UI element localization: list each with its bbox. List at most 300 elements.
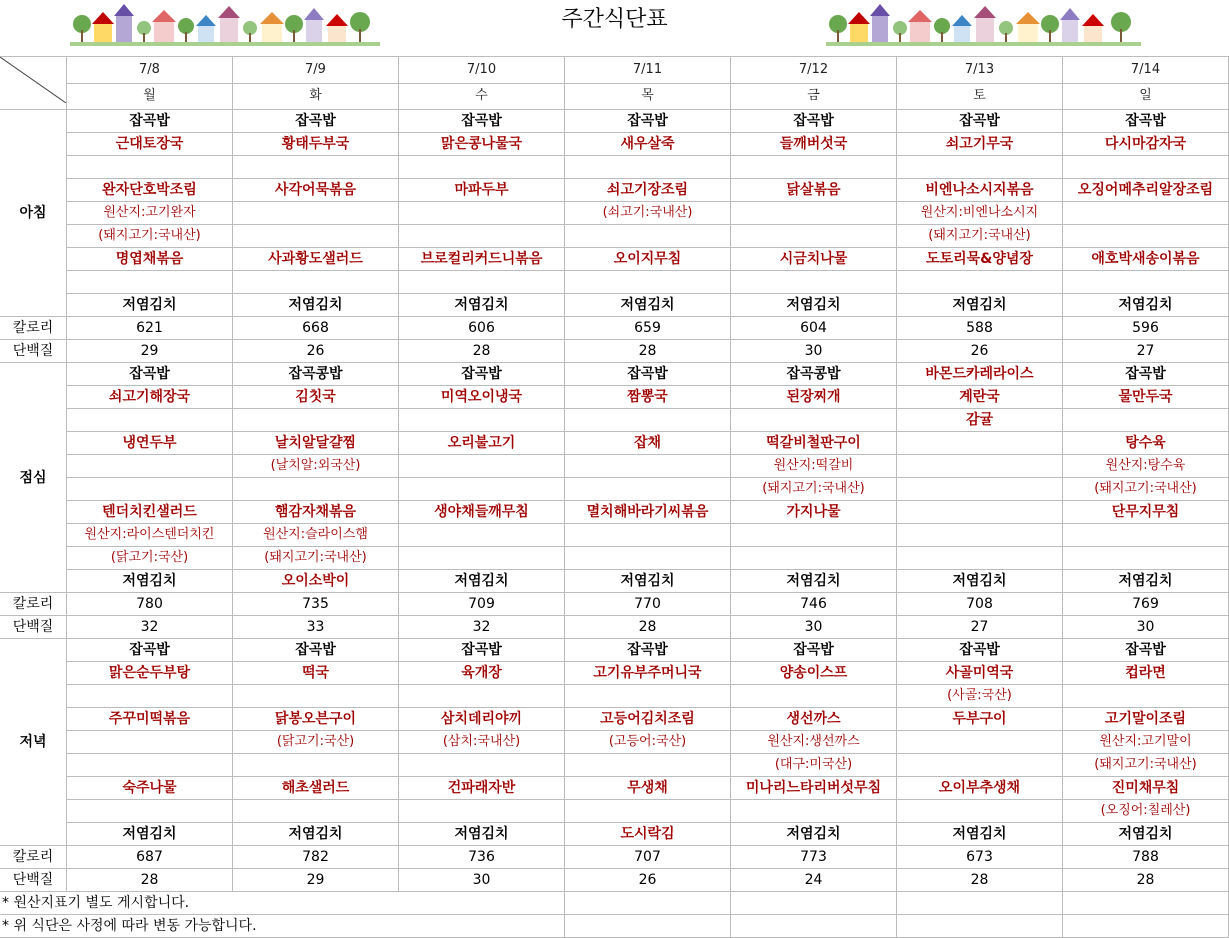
menu-item [1063, 271, 1229, 294]
menu-item [67, 409, 233, 432]
menu-item [399, 202, 565, 225]
protein-value: 26 [233, 340, 399, 363]
menu-item: (쇠고기:국내산) [565, 202, 731, 225]
menu-item [399, 754, 565, 777]
page-title: 주간식단표 [561, 7, 668, 32]
menu-item: 잡곡밥 [1063, 363, 1229, 386]
menu-item: 원산지:슬라이스햄 [233, 524, 399, 547]
menu-item: (돼지고기:국내산) [897, 225, 1063, 248]
menu-item [897, 478, 1063, 501]
menu-item: 잡곡밥 [67, 363, 233, 386]
menu-item: 된장찌개 [731, 386, 897, 409]
menu-item: 생선까스 [731, 708, 897, 731]
menu-item [897, 501, 1063, 524]
calories-value: 707 [565, 846, 731, 869]
menu-item [399, 225, 565, 248]
menu-item: 쇠고기해장국 [67, 386, 233, 409]
menu-item [565, 271, 731, 294]
menu-item [399, 800, 565, 823]
menu-item [399, 455, 565, 478]
menu-item [897, 156, 1063, 179]
day-date: 7/9 [233, 57, 399, 84]
table-row [0, 823, 1229, 846]
menu-item: 육개장 [399, 662, 565, 685]
menu-item: 명엽채볶음 [67, 248, 233, 271]
menu-item: 닭봉오븐구이 [233, 708, 399, 731]
menu-item: 시금치나물 [731, 248, 897, 271]
menu-item [897, 432, 1063, 455]
menu-item [731, 524, 897, 547]
protein-label: 단백질 [0, 340, 67, 363]
menu-item [399, 409, 565, 432]
table-row [0, 110, 1229, 133]
calories-value: 736 [399, 846, 565, 869]
diagonal-line-icon [0, 57, 66, 103]
menu-item [897, 754, 1063, 777]
menu-item [565, 455, 731, 478]
protein-value: 32 [399, 616, 565, 639]
menu-item: 애호박새송이볶음 [1063, 248, 1229, 271]
table-row [0, 248, 1229, 271]
meal-label: 점심 [0, 363, 67, 593]
calories-value: 687 [67, 846, 233, 869]
protein-value: 28 [565, 340, 731, 363]
calories-value: 735 [233, 593, 399, 616]
protein-value: 28 [565, 616, 731, 639]
menu-item: 저염김치 [233, 294, 399, 317]
menu-item: 비엔나소시지볶음 [897, 179, 1063, 202]
menu-item: 냉연두부 [67, 432, 233, 455]
calories-value: 659 [565, 317, 731, 340]
menu-item: (돼지고기:국내산) [731, 478, 897, 501]
table-row [0, 524, 1229, 547]
table-row [0, 547, 1229, 570]
menu-item: 잡곡밥 [67, 110, 233, 133]
menu-item [1063, 202, 1229, 225]
menu-item: 고기유부주머니국 [565, 662, 731, 685]
menu-item: 텐더치킨샐러드 [67, 501, 233, 524]
menu-item: 잡곡밥 [1063, 110, 1229, 133]
menu-item: 사골미역국 [897, 662, 1063, 685]
menu-item: 잡곡밥 [399, 363, 565, 386]
menu-item [565, 800, 731, 823]
menu-item: 원산지:탕수육 [1063, 455, 1229, 478]
menu-item: 잡곡콩밥 [233, 363, 399, 386]
menu-item [565, 478, 731, 501]
table-row [0, 731, 1229, 754]
menu-item: 오리불고기 [399, 432, 565, 455]
menu-item: 쇠고기장조림 [565, 179, 731, 202]
menu-item: 저염김치 [565, 294, 731, 317]
protein-value: 30 [731, 616, 897, 639]
menu-item: 저염김치 [233, 823, 399, 846]
table-row [0, 455, 1229, 478]
village-illustration-right [826, 2, 1141, 48]
table-row [0, 754, 1229, 777]
table-row [0, 777, 1229, 800]
table-row [0, 432, 1229, 455]
day-name: 금 [731, 83, 897, 110]
menu-item: 닭살볶음 [731, 179, 897, 202]
menu-item: 원산지:라이스텐더치킨 [67, 524, 233, 547]
protein-value: 28 [897, 869, 1063, 892]
menu-item [67, 455, 233, 478]
footnote: * 위 식단은 사정에 따라 변동 가능합니다. [0, 915, 565, 938]
menu-item [233, 271, 399, 294]
day-date: 7/14 [1063, 57, 1229, 84]
day-name: 목 [565, 83, 731, 110]
calories-value: 604 [731, 317, 897, 340]
table-row [0, 363, 1229, 386]
menu-item: 저염김치 [67, 294, 233, 317]
protein-value: 28 [399, 340, 565, 363]
menu-item [1063, 409, 1229, 432]
menu-item: (돼지고기:국내산) [67, 225, 233, 248]
day-name: 일 [1063, 83, 1229, 110]
menu-item: 잡곡밥 [233, 639, 399, 662]
menu-item: 컵라면 [1063, 662, 1229, 685]
calories-value: 788 [1063, 846, 1229, 869]
menu-item: (날치알:외국산) [233, 455, 399, 478]
calories-value: 780 [67, 593, 233, 616]
menu-item: 진미채무침 [1063, 777, 1229, 800]
menu-item: 짬뽕국 [565, 386, 731, 409]
menu-item: 쇠고기무국 [897, 133, 1063, 156]
protein-value: 30 [1063, 616, 1229, 639]
table-row [0, 685, 1229, 708]
menu-item [731, 800, 897, 823]
menu-item: 미나리느타리버섯무침 [731, 777, 897, 800]
menu-item [565, 685, 731, 708]
calories-label: 칼로리 [0, 846, 67, 869]
table-row [0, 179, 1229, 202]
menu-item: 계란국 [897, 386, 1063, 409]
protein-value: 27 [1063, 340, 1229, 363]
menu-item: 도토리묵&양념장 [897, 248, 1063, 271]
day-date: 7/11 [565, 57, 731, 84]
menu-item: 잡곡밥 [1063, 639, 1229, 662]
empty-cell [897, 915, 1063, 938]
empty-cell [1063, 915, 1229, 938]
menu-item [731, 271, 897, 294]
menu-item [233, 225, 399, 248]
calories-label: 칼로리 [0, 593, 67, 616]
menu-item: 저염김치 [897, 570, 1063, 593]
menu-item: 잡곡밥 [233, 110, 399, 133]
menu-item: 원산지:생선까스 [731, 731, 897, 754]
menu-item: 잡곡밥 [897, 639, 1063, 662]
menu-item: 숙주나물 [67, 777, 233, 800]
menu-item [1063, 156, 1229, 179]
menu-item: 잡곡밥 [565, 639, 731, 662]
menu-item: (대구:미국산) [731, 754, 897, 777]
menu-item: 저염김치 [897, 294, 1063, 317]
menu-item: 브로컬리커드니볶음 [399, 248, 565, 271]
calories-value: 588 [897, 317, 1063, 340]
protein-value: 24 [731, 869, 897, 892]
meal-label: 아침 [0, 110, 67, 317]
menu-item [731, 685, 897, 708]
protein-value: 29 [67, 340, 233, 363]
menu-item [1063, 685, 1229, 708]
menu-item [565, 409, 731, 432]
menu-item [897, 547, 1063, 570]
day-date: 7/13 [897, 57, 1063, 84]
menu-item: (삼치:국내산) [399, 731, 565, 754]
menu-item [1063, 225, 1229, 248]
menu-item [67, 156, 233, 179]
table-row [0, 616, 1229, 639]
menu-item: 저염김치 [1063, 823, 1229, 846]
menu-item: 저염김치 [67, 823, 233, 846]
menu-item: 들깨버섯국 [731, 133, 897, 156]
menu-item [67, 271, 233, 294]
table-row [0, 271, 1229, 294]
protein-value: 30 [731, 340, 897, 363]
menu-item: 저염김치 [67, 570, 233, 593]
calories-value: 708 [897, 593, 1063, 616]
menu-item [897, 800, 1063, 823]
menu-item [67, 685, 233, 708]
menu-item: 잡채 [565, 432, 731, 455]
menu-item: 마파두부 [399, 179, 565, 202]
menu-item [233, 478, 399, 501]
menu-item: 감귤 [897, 409, 1063, 432]
menu-item [565, 156, 731, 179]
menu-item: (사골:국산) [897, 685, 1063, 708]
table-row [0, 317, 1229, 340]
menu-item: 고기말이조림 [1063, 708, 1229, 731]
empty-cell [731, 892, 897, 915]
menu-item [897, 731, 1063, 754]
table-row [0, 294, 1229, 317]
calories-value: 782 [233, 846, 399, 869]
calories-value: 773 [731, 846, 897, 869]
menu-item: 두부구이 [897, 708, 1063, 731]
menu-item [731, 202, 897, 225]
menu-item: 저염김치 [897, 823, 1063, 846]
menu-item: 생야채들깨무침 [399, 501, 565, 524]
table-row [0, 915, 1229, 938]
table-row [0, 409, 1229, 432]
protein-label: 단백질 [0, 869, 67, 892]
calories-value: 596 [1063, 317, 1229, 340]
menu-item: 고등어김치조림 [565, 708, 731, 731]
table-row [0, 156, 1229, 179]
menu-item: 맑은콩나물국 [399, 133, 565, 156]
day-date: 7/12 [731, 57, 897, 84]
menu-item: 삼치데리야끼 [399, 708, 565, 731]
empty-cell [565, 892, 731, 915]
menu-item: 다시마감자국 [1063, 133, 1229, 156]
protein-value: 27 [897, 616, 1063, 639]
protein-value: 30 [399, 869, 565, 892]
calories-value: 769 [1063, 593, 1229, 616]
menu-item: (돼지고기:국내산) [1063, 754, 1229, 777]
menu-item [399, 478, 565, 501]
menu-item: 양송이스프 [731, 662, 897, 685]
menu-item: 저염김치 [1063, 294, 1229, 317]
menu-item: 떡국 [233, 662, 399, 685]
menu-item: 저염김치 [399, 823, 565, 846]
menu-item: 미역오이냉국 [399, 386, 565, 409]
menu-item: 저염김치 [399, 294, 565, 317]
day-name: 월 [67, 83, 233, 110]
menu-item: 잡곡밥 [731, 639, 897, 662]
menu-item [565, 547, 731, 570]
menu-item [1063, 524, 1229, 547]
menu-item [233, 409, 399, 432]
menu-item: 날치알달걀찜 [233, 432, 399, 455]
menu-item [1063, 547, 1229, 570]
day-name: 토 [897, 83, 1063, 110]
menu-item: 저염김치 [1063, 570, 1229, 593]
empty-cell [565, 915, 731, 938]
menu-item: 원산지:고기말이 [1063, 731, 1229, 754]
menu-item [731, 409, 897, 432]
menu-item: 멸치해바라기씨볶음 [565, 501, 731, 524]
menu-item [565, 754, 731, 777]
menu-item: 주꾸미떡볶음 [67, 708, 233, 731]
menu-item: 오징어메추리알장조림 [1063, 179, 1229, 202]
menu-item: 김칫국 [233, 386, 399, 409]
table-row [0, 478, 1229, 501]
calories-value: 709 [399, 593, 565, 616]
menu-item [897, 455, 1063, 478]
protein-value: 26 [565, 869, 731, 892]
table-row [0, 501, 1229, 524]
menu-item: 잡곡밥 [67, 639, 233, 662]
empty-cell [1063, 892, 1229, 915]
protein-value: 29 [233, 869, 399, 892]
day-date: 7/8 [67, 57, 233, 84]
table-row [0, 570, 1229, 593]
table-row [0, 846, 1229, 869]
corner-diagonal-cell [0, 57, 67, 110]
calories-value: 770 [565, 593, 731, 616]
menu-item: 저염김치 [399, 570, 565, 593]
menu-item: 건파래자반 [399, 777, 565, 800]
menu-item: 잡곡콩밥 [731, 363, 897, 386]
menu-item: 떡갈비철판구이 [731, 432, 897, 455]
table-row [0, 57, 1229, 84]
protein-value: 28 [67, 869, 233, 892]
header [0, 0, 1229, 56]
menu-item: 무생채 [565, 777, 731, 800]
menu-item: (고등어:국산) [565, 731, 731, 754]
menu-item: 탕수육 [1063, 432, 1229, 455]
menu-item: 원산지:고기완자 [67, 202, 233, 225]
menu-item [233, 685, 399, 708]
menu-item [233, 800, 399, 823]
menu-item: 근대토장국 [67, 133, 233, 156]
menu-item: 잡곡밥 [731, 110, 897, 133]
menu-item [233, 202, 399, 225]
protein-value: 33 [233, 616, 399, 639]
menu-item: 바몬드카레라이스 [897, 363, 1063, 386]
menu-item [399, 156, 565, 179]
menu-item [233, 754, 399, 777]
menu-item [399, 685, 565, 708]
menu-item: 오이지무침 [565, 248, 731, 271]
menu-item: 원산지:비엔나소시지 [897, 202, 1063, 225]
menu-item [565, 524, 731, 547]
menu-item: 사각어묵볶음 [233, 179, 399, 202]
table-row [0, 869, 1229, 892]
calories-value: 621 [67, 317, 233, 340]
menu-item: (오징어:칠레산) [1063, 800, 1229, 823]
menu-item: 잡곡밥 [565, 363, 731, 386]
menu-item [731, 225, 897, 248]
menu-item: 오이부추생채 [897, 777, 1063, 800]
menu-item [399, 547, 565, 570]
menu-item: 저염김치 [731, 823, 897, 846]
menu-item: 오이소박이 [233, 570, 399, 593]
menu-item: (돼지고기:국내산) [1063, 478, 1229, 501]
table-row [0, 225, 1229, 248]
table-row [0, 892, 1229, 915]
menu-item [399, 271, 565, 294]
menu-item [897, 271, 1063, 294]
protein-value: 32 [67, 616, 233, 639]
protein-label: 단백질 [0, 616, 67, 639]
day-name: 화 [233, 83, 399, 110]
menu-item [67, 800, 233, 823]
menu-item: 잡곡밥 [897, 110, 1063, 133]
calories-value: 668 [233, 317, 399, 340]
day-date: 7/10 [399, 57, 565, 84]
table-row [0, 386, 1229, 409]
calories-label: 칼로리 [0, 317, 67, 340]
footnote: * 원산지표기 별도 게시합니다. [0, 892, 565, 915]
menu-item [731, 156, 897, 179]
menu-table [0, 56, 1229, 938]
menu-item: (닭고기:국산) [67, 547, 233, 570]
menu-item [233, 156, 399, 179]
menu-item: 황태두부국 [233, 133, 399, 156]
table-row [0, 593, 1229, 616]
table-row [0, 662, 1229, 685]
menu-item: 가지나물 [731, 501, 897, 524]
calories-value: 606 [399, 317, 565, 340]
menu-item: 잡곡밥 [399, 639, 565, 662]
table-row [0, 708, 1229, 731]
menu-item [565, 225, 731, 248]
menu-item [897, 524, 1063, 547]
menu-item [731, 547, 897, 570]
menu-item [67, 478, 233, 501]
calories-value: 673 [897, 846, 1063, 869]
menu-item: (돼지고기:국내산) [233, 547, 399, 570]
menu-item: 맑은순두부탕 [67, 662, 233, 685]
menu-item: 저염김치 [731, 570, 897, 593]
table-row [0, 340, 1229, 363]
empty-cell [897, 892, 1063, 915]
protein-value: 28 [1063, 869, 1229, 892]
empty-cell [731, 915, 897, 938]
menu-item [67, 754, 233, 777]
table-row [0, 639, 1229, 662]
menu-item: 해초샐러드 [233, 777, 399, 800]
table-row [0, 800, 1229, 823]
menu-item: (닭고기:국산) [233, 731, 399, 754]
calories-value: 746 [731, 593, 897, 616]
menu-item: 잡곡밥 [565, 110, 731, 133]
menu-item: 저염김치 [731, 294, 897, 317]
menu-item: 단무지무침 [1063, 501, 1229, 524]
menu-item: 도시락김 [565, 823, 731, 846]
table-row [0, 133, 1229, 156]
